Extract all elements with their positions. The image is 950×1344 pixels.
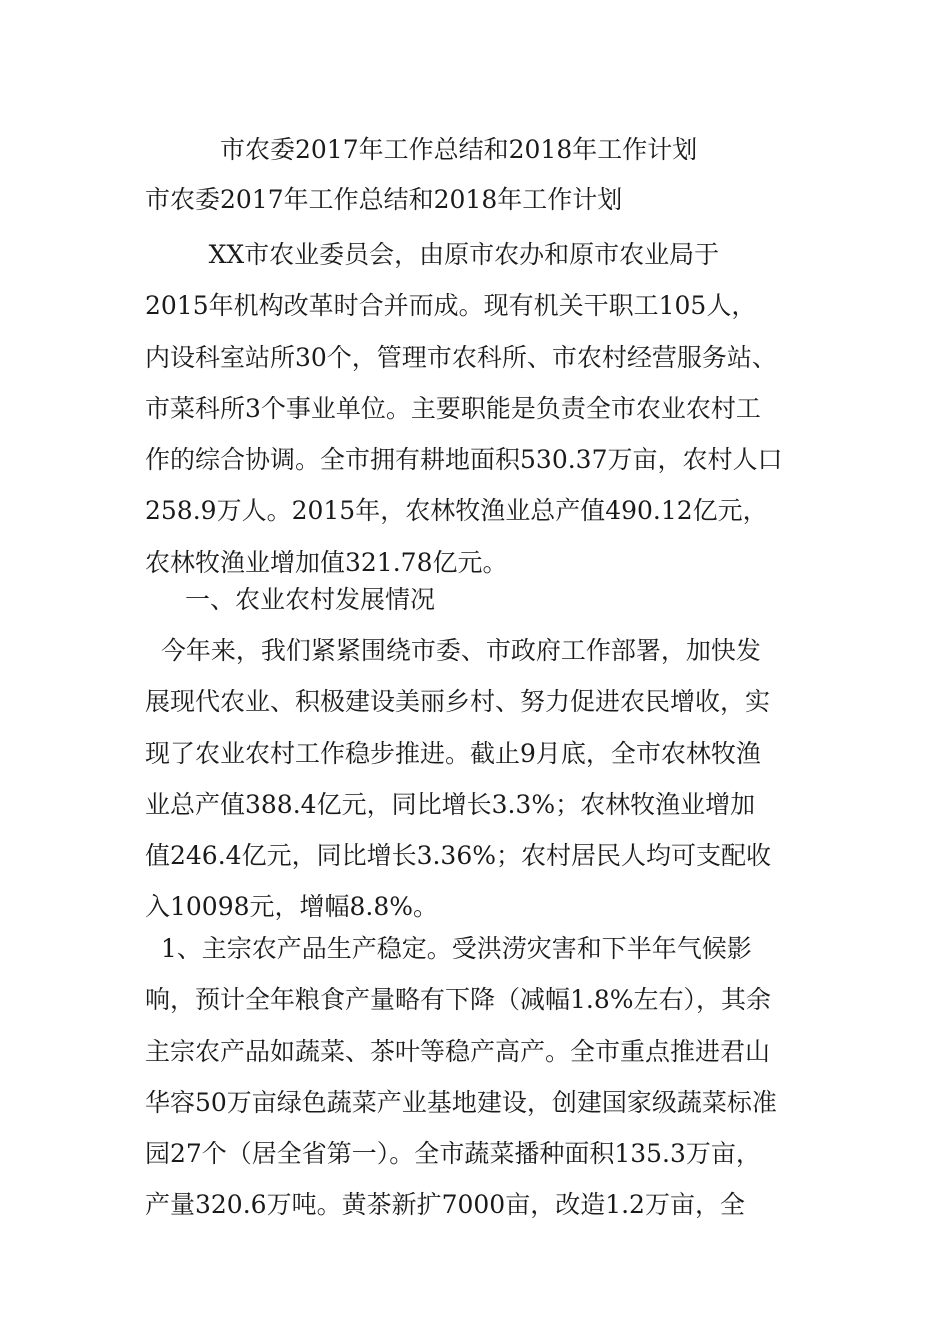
paragraph-line: 入10098元，增幅8.8%。: [145, 892, 439, 922]
document-title: 市农委2017年工作总结和2018年工作计划: [220, 135, 698, 164]
paragraph-line: 现了农业农村工作稳步推进。截止9月底，全市农林牧渔: [145, 738, 761, 768]
paragraph-line: 1、主宗农产品生产稳定。受洪涝灾害和下半年气候影: [145, 934, 752, 963]
paragraph-line: 产量320.6万吨。黄茶新扩7000亩，改造1.2万亩，全: [145, 1190, 745, 1220]
paragraph-line: 2015年机构改革时合并而成。现有机关干职工105人，: [145, 291, 757, 321]
paragraph-line: XX市农业委员会，由原市农办和原市农业局于: [145, 240, 720, 269]
paragraph-line: 值246.4亿元，同比增长3.36%；农村居民人均可支配收: [145, 841, 771, 871]
section-paragraph: [145, 625, 817, 933]
paragraph-line: 作的综合协调。全市拥有耕地面积530.37万亩，农村人口: [145, 445, 783, 475]
section-heading: 一、农业农村发展情况: [185, 585, 436, 614]
paragraph-line: 内设科室站所30个，管理市农科所、市农村经营服务站、: [145, 342, 777, 372]
paragraph-line: 今年来，我们紧紧围绕市委、市政府工作部署，加快发: [145, 636, 761, 665]
item-paragraph: [145, 923, 817, 1231]
paragraph-line: 园27个（居全省第一）。全市蔬菜播种面积135.3万亩，: [145, 1139, 761, 1169]
paragraph-line: 展现代农业、积极建设美丽乡村、努力促进农民增收，实: [145, 687, 771, 717]
paragraph-line: 响，预计全年粮食产量略有下降（减幅1.8%左右），其余: [145, 985, 772, 1015]
paragraph-line: 市菜科所3个事业单位。主要职能是负责全市农业农村工: [145, 393, 761, 423]
paragraph-line: 主宗农产品如蔬菜、茶叶等稳产高产。全市重点推进君山: [145, 1036, 771, 1066]
paragraph-line: 华容50万亩绿色蔬菜产业基地建设，创建国家级蔬菜标准: [145, 1087, 777, 1117]
paragraph-line: 业总产值388.4亿元，同比增长3.3%；农林牧渔业增加: [145, 789, 756, 819]
intro-paragraph: [145, 229, 817, 588]
paragraph-line: 258.9万人。2015年，农林牧渔业总产值490.12亿元，: [145, 496, 768, 526]
document-subtitle: 市农委2017年工作总结和2018年工作计划: [145, 185, 623, 214]
paragraph-line: 农林牧渔业增加值321.78亿元。: [145, 547, 508, 577]
